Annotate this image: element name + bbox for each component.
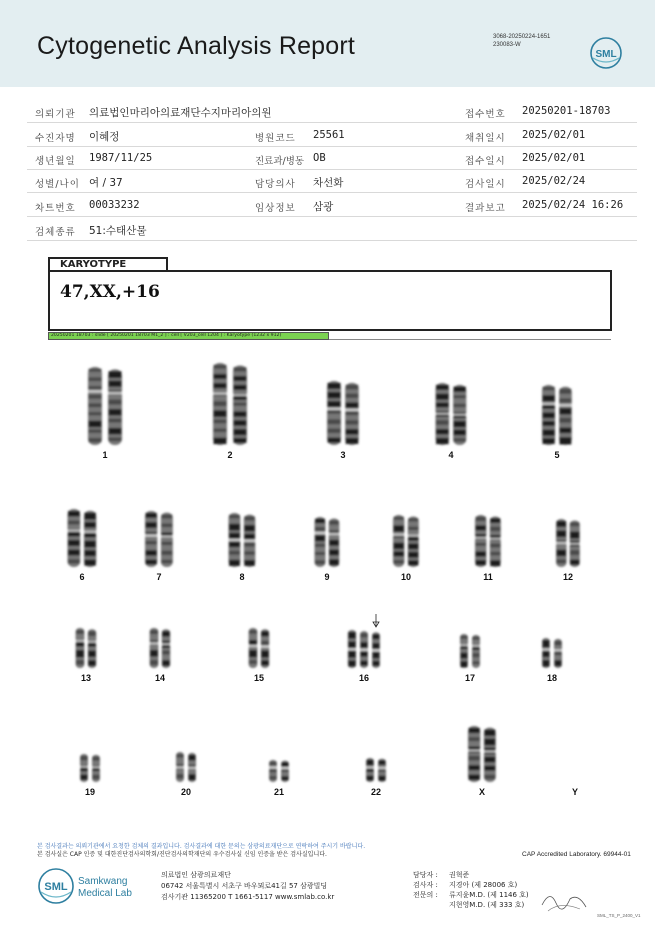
staff-tester-label: 검사자 : bbox=[413, 881, 438, 889]
footer-note-1: 본 검사결과는 의뢰기관에서 요청한 검체의 결과입니다. 검사결과에 대한 문의는 삼광의료재단으로 연락하여 주시기 바랍니다. bbox=[37, 843, 366, 850]
chromosome-16 bbox=[347, 614, 381, 668]
clinical-info-value: 삼광 bbox=[313, 201, 334, 213]
chromosome-14 bbox=[149, 628, 172, 668]
collection-date-label: 채취일시 bbox=[465, 133, 506, 144]
chromosome-label: 18 bbox=[546, 673, 557, 683]
chromosome-6-copy bbox=[67, 509, 82, 567]
info-row bbox=[27, 147, 637, 170]
chromosome-16-copy bbox=[359, 631, 369, 668]
chromosome-label: 9 bbox=[324, 572, 330, 582]
test-date-label: 검사일시 bbox=[465, 179, 506, 190]
staff-row bbox=[413, 890, 529, 900]
chromosome-22 bbox=[365, 758, 387, 782]
karyogram bbox=[0, 345, 655, 805]
chromosome-label: 20 bbox=[180, 787, 191, 797]
chromosome-label: 13 bbox=[80, 673, 91, 683]
samkwang-name-2: Medical Lab bbox=[78, 888, 132, 899]
chromosome-3-copy bbox=[344, 383, 360, 445]
hospital-code-label: 병원코드 bbox=[255, 133, 296, 144]
lab-address-3: 검사기관 11365200 T 1661-5117 www.smlab.co.kr bbox=[161, 893, 335, 901]
sex-age-value: 여 / 37 bbox=[89, 177, 123, 189]
chromosome-10-copy bbox=[392, 515, 405, 567]
institution-label: 의뢰기관 bbox=[35, 109, 76, 120]
chromosome-6 bbox=[67, 509, 98, 567]
report-code-1: 3068-20250224-1651 bbox=[493, 34, 551, 40]
sml-logo-icon bbox=[589, 36, 623, 70]
staff-doctor1-value: 류지윤M.D. (제 1146 호) bbox=[449, 891, 529, 899]
chromosome-label: 14 bbox=[154, 673, 165, 683]
chromosome-14-copy bbox=[161, 629, 172, 668]
chromosome-2-copy bbox=[232, 365, 248, 445]
chromosome-11-copy bbox=[474, 515, 487, 567]
chromosome-9 bbox=[314, 517, 341, 567]
chromosome-13-copy bbox=[87, 629, 98, 668]
chromosome-5 bbox=[541, 385, 573, 445]
chromosome-20-copy bbox=[187, 753, 197, 782]
chromosome-4-copy bbox=[435, 383, 451, 445]
chromosome-label: 15 bbox=[253, 673, 264, 683]
chromosome-13 bbox=[75, 628, 98, 668]
form-code: SML_TS_P_2400_V1 bbox=[597, 913, 641, 918]
cap-accreditation: CAP Accredited Laboratory. 69944-01 bbox=[522, 851, 631, 858]
chromosome-12-copy bbox=[569, 520, 581, 567]
chromosome-20 bbox=[175, 752, 197, 782]
chromosome-3-copy bbox=[326, 381, 342, 445]
lab-address bbox=[161, 870, 334, 903]
chromosome-6-copy bbox=[83, 511, 97, 567]
chromosome-19-copy bbox=[79, 754, 89, 782]
staff-doctor2-value: 지현영M.D. (제 333 호) bbox=[449, 901, 525, 909]
footer-note-2: 본 검사실은 CAP 인증 및 대한진단검사의학회/진단검사의학재단의 우수검사실 신임 인증을 받은 검사실입니다. bbox=[37, 851, 327, 858]
report-title: Cytogenetic Analysis Report bbox=[37, 32, 356, 60]
chromosome-18-copy bbox=[541, 638, 551, 668]
chromosome-19 bbox=[79, 754, 101, 782]
chromosome-16-copy bbox=[347, 630, 357, 668]
doctor-label: 담당의사 bbox=[255, 179, 296, 190]
chromosome-label: 12 bbox=[562, 572, 573, 582]
karyotype-box bbox=[48, 270, 612, 331]
chromosome-1-copy bbox=[87, 367, 103, 445]
sex-age-label: 성별/나이 bbox=[35, 179, 80, 190]
lab-address-2: 06742 서울특별시 서초구 바우뫼로41길 57 삼광빌딩 bbox=[161, 882, 328, 890]
chromosome-21-copy bbox=[280, 761, 290, 782]
chromosome-7-copy bbox=[160, 513, 174, 567]
chromosome-8 bbox=[228, 513, 257, 567]
chromosome-8-copy bbox=[228, 513, 242, 567]
report-header bbox=[0, 0, 655, 87]
chromosome-21 bbox=[268, 760, 290, 782]
chromosome-19-copy bbox=[91, 755, 101, 782]
samkwang-name-1: Samkwang bbox=[78, 876, 128, 887]
chromosome-label: 4 bbox=[448, 450, 454, 460]
samkwang-logo-text: SML bbox=[44, 881, 68, 893]
chromosome-2-copy bbox=[212, 363, 228, 445]
chromosome-14-copy bbox=[149, 628, 160, 668]
institution-value: 의료법인마리아의료재단수지마리아의원 bbox=[89, 107, 272, 119]
chromosome-17-copy bbox=[459, 634, 469, 668]
chromosome-10-copy bbox=[407, 517, 420, 567]
chromosome-13-copy bbox=[75, 628, 86, 668]
chart-no-value: 00033232 bbox=[89, 199, 140, 211]
receipt-no-label: 접수번호 bbox=[465, 109, 506, 120]
dept-value: OB bbox=[313, 152, 326, 164]
test-date-value: 2025/02/24 bbox=[522, 175, 586, 187]
chromosome-9-copy bbox=[314, 517, 327, 567]
chromosome-label: Y bbox=[571, 787, 578, 797]
staff-list bbox=[413, 870, 529, 910]
chromosome-label: 10 bbox=[400, 572, 411, 582]
chromosome-label: 21 bbox=[273, 787, 284, 797]
samkwang-logo bbox=[37, 867, 147, 907]
chromosome-1 bbox=[87, 367, 123, 445]
info-row bbox=[27, 170, 637, 193]
info-row bbox=[27, 124, 637, 147]
chromosome-17-copy bbox=[471, 635, 481, 668]
sml-logo-text: SML bbox=[595, 49, 617, 60]
staff-tester-value: 지경아 (제 28006 호) bbox=[449, 881, 518, 889]
report-value: 2025/02/24 16:26 bbox=[522, 199, 624, 211]
chromosome-7 bbox=[144, 511, 174, 567]
chromosome-9-copy bbox=[328, 519, 341, 568]
chromosome-label: 11 bbox=[483, 572, 493, 582]
info-row bbox=[27, 100, 637, 123]
chromosome-1-copy bbox=[107, 369, 123, 445]
staff-row bbox=[413, 870, 529, 880]
chart-no-label: 차트번호 bbox=[35, 203, 76, 214]
chromosome-22-copy bbox=[365, 758, 375, 782]
specimen-value: 51:수태산물 bbox=[89, 225, 147, 237]
staff-row bbox=[413, 880, 529, 890]
chromosome-20-copy bbox=[175, 752, 185, 782]
lab-address-1: 의료법인 삼광의료재단 bbox=[161, 871, 231, 879]
clinical-info-label: 임상정보 bbox=[255, 203, 296, 214]
hospital-code-value: 25561 bbox=[313, 129, 345, 141]
chromosome-15-copy bbox=[260, 629, 271, 668]
dob-label: 생년월일 bbox=[35, 156, 76, 167]
chromosome-label: 3 bbox=[340, 450, 346, 460]
chromosome-11 bbox=[474, 515, 502, 567]
chromosome-16-copy bbox=[371, 632, 381, 668]
chromosome-label: 2 bbox=[227, 450, 233, 460]
specimen-label: 검체종류 bbox=[35, 227, 76, 238]
chromosome-22-copy bbox=[377, 759, 387, 782]
report-code-2: 230083-W bbox=[493, 42, 521, 48]
karyotype-tab: KARYOTYPE bbox=[48, 257, 168, 271]
chromosome-x bbox=[467, 726, 497, 782]
chromosome-2 bbox=[212, 363, 248, 445]
info-row bbox=[27, 194, 637, 217]
chromosome-7-copy bbox=[144, 511, 158, 567]
receipt-no-value: 20250201-18703 bbox=[522, 105, 611, 117]
slide-divider bbox=[329, 339, 611, 340]
info-row bbox=[27, 218, 637, 241]
patient-label: 수진자명 bbox=[35, 133, 76, 144]
chromosome-label: X bbox=[478, 787, 485, 797]
chromosome-18-copy bbox=[553, 639, 563, 668]
chromosome-label: 17 bbox=[464, 673, 475, 683]
trisomy-arrow-icon bbox=[373, 614, 379, 627]
chromosome-12-copy bbox=[555, 519, 568, 567]
chromosome-4-copy bbox=[452, 385, 467, 445]
report-label: 결과보고 bbox=[465, 203, 506, 214]
chromosome-15-copy bbox=[248, 628, 259, 668]
chromosome-5-copy bbox=[541, 385, 556, 445]
chromosome-3 bbox=[326, 381, 360, 445]
samkwang-logo-icon bbox=[37, 867, 75, 905]
chromosome-x-copy bbox=[483, 728, 497, 782]
chromosome-label: 1 bbox=[102, 450, 108, 460]
chromosome-10 bbox=[392, 515, 420, 567]
chromosome-label: 8 bbox=[239, 572, 245, 582]
chromosome-18 bbox=[541, 638, 563, 668]
chromosome-15 bbox=[248, 628, 271, 668]
report-codes bbox=[493, 33, 550, 49]
chromosome-label: 19 bbox=[84, 787, 95, 797]
chromosome-5-copy bbox=[558, 387, 573, 445]
chromosome-label: 6 bbox=[79, 572, 85, 582]
doctor-value: 차선화 bbox=[313, 177, 344, 189]
staff-charge-label: 담당자 : bbox=[413, 871, 438, 879]
staff-row bbox=[413, 900, 529, 910]
chromosome-label: 5 bbox=[554, 450, 560, 460]
collection-date-value: 2025/02/01 bbox=[522, 129, 586, 141]
chromosome-12 bbox=[555, 519, 581, 567]
receipt-date-value: 2025/02/01 bbox=[522, 152, 586, 164]
staff-doctor-label: 전문의 : bbox=[413, 891, 438, 899]
chromosome-21-copy bbox=[268, 760, 278, 782]
dob-value: 1987/11/25 bbox=[89, 152, 153, 164]
receipt-date-label: 접수일시 bbox=[465, 156, 506, 167]
chromosome-11-copy bbox=[489, 517, 502, 567]
samkwang-name bbox=[78, 876, 132, 900]
chromosome-label: 22 bbox=[370, 787, 381, 797]
chromosome-label: 7 bbox=[156, 572, 162, 582]
patient-value: 이혜정 bbox=[89, 131, 120, 143]
chromosome-17 bbox=[459, 634, 481, 668]
karyotype-result: 47,XX,+16 bbox=[60, 282, 160, 302]
chromosome-8-copy bbox=[243, 515, 257, 567]
chromosome-x-copy bbox=[467, 726, 481, 782]
staff-charge-value: 권혁준 bbox=[449, 871, 470, 879]
dept-label: 진료과/병동 bbox=[255, 156, 305, 167]
chromosome-label: 16 bbox=[358, 673, 369, 683]
signature-scribble bbox=[540, 885, 590, 915]
slide-info-bar: 20250201 18703 : slide [ 20250201 18703 M1_2 ] : cell [ V203_cell 1204 ] : Karyotype (1232 x 912) bbox=[48, 332, 329, 340]
chromosome-4 bbox=[435, 383, 468, 445]
